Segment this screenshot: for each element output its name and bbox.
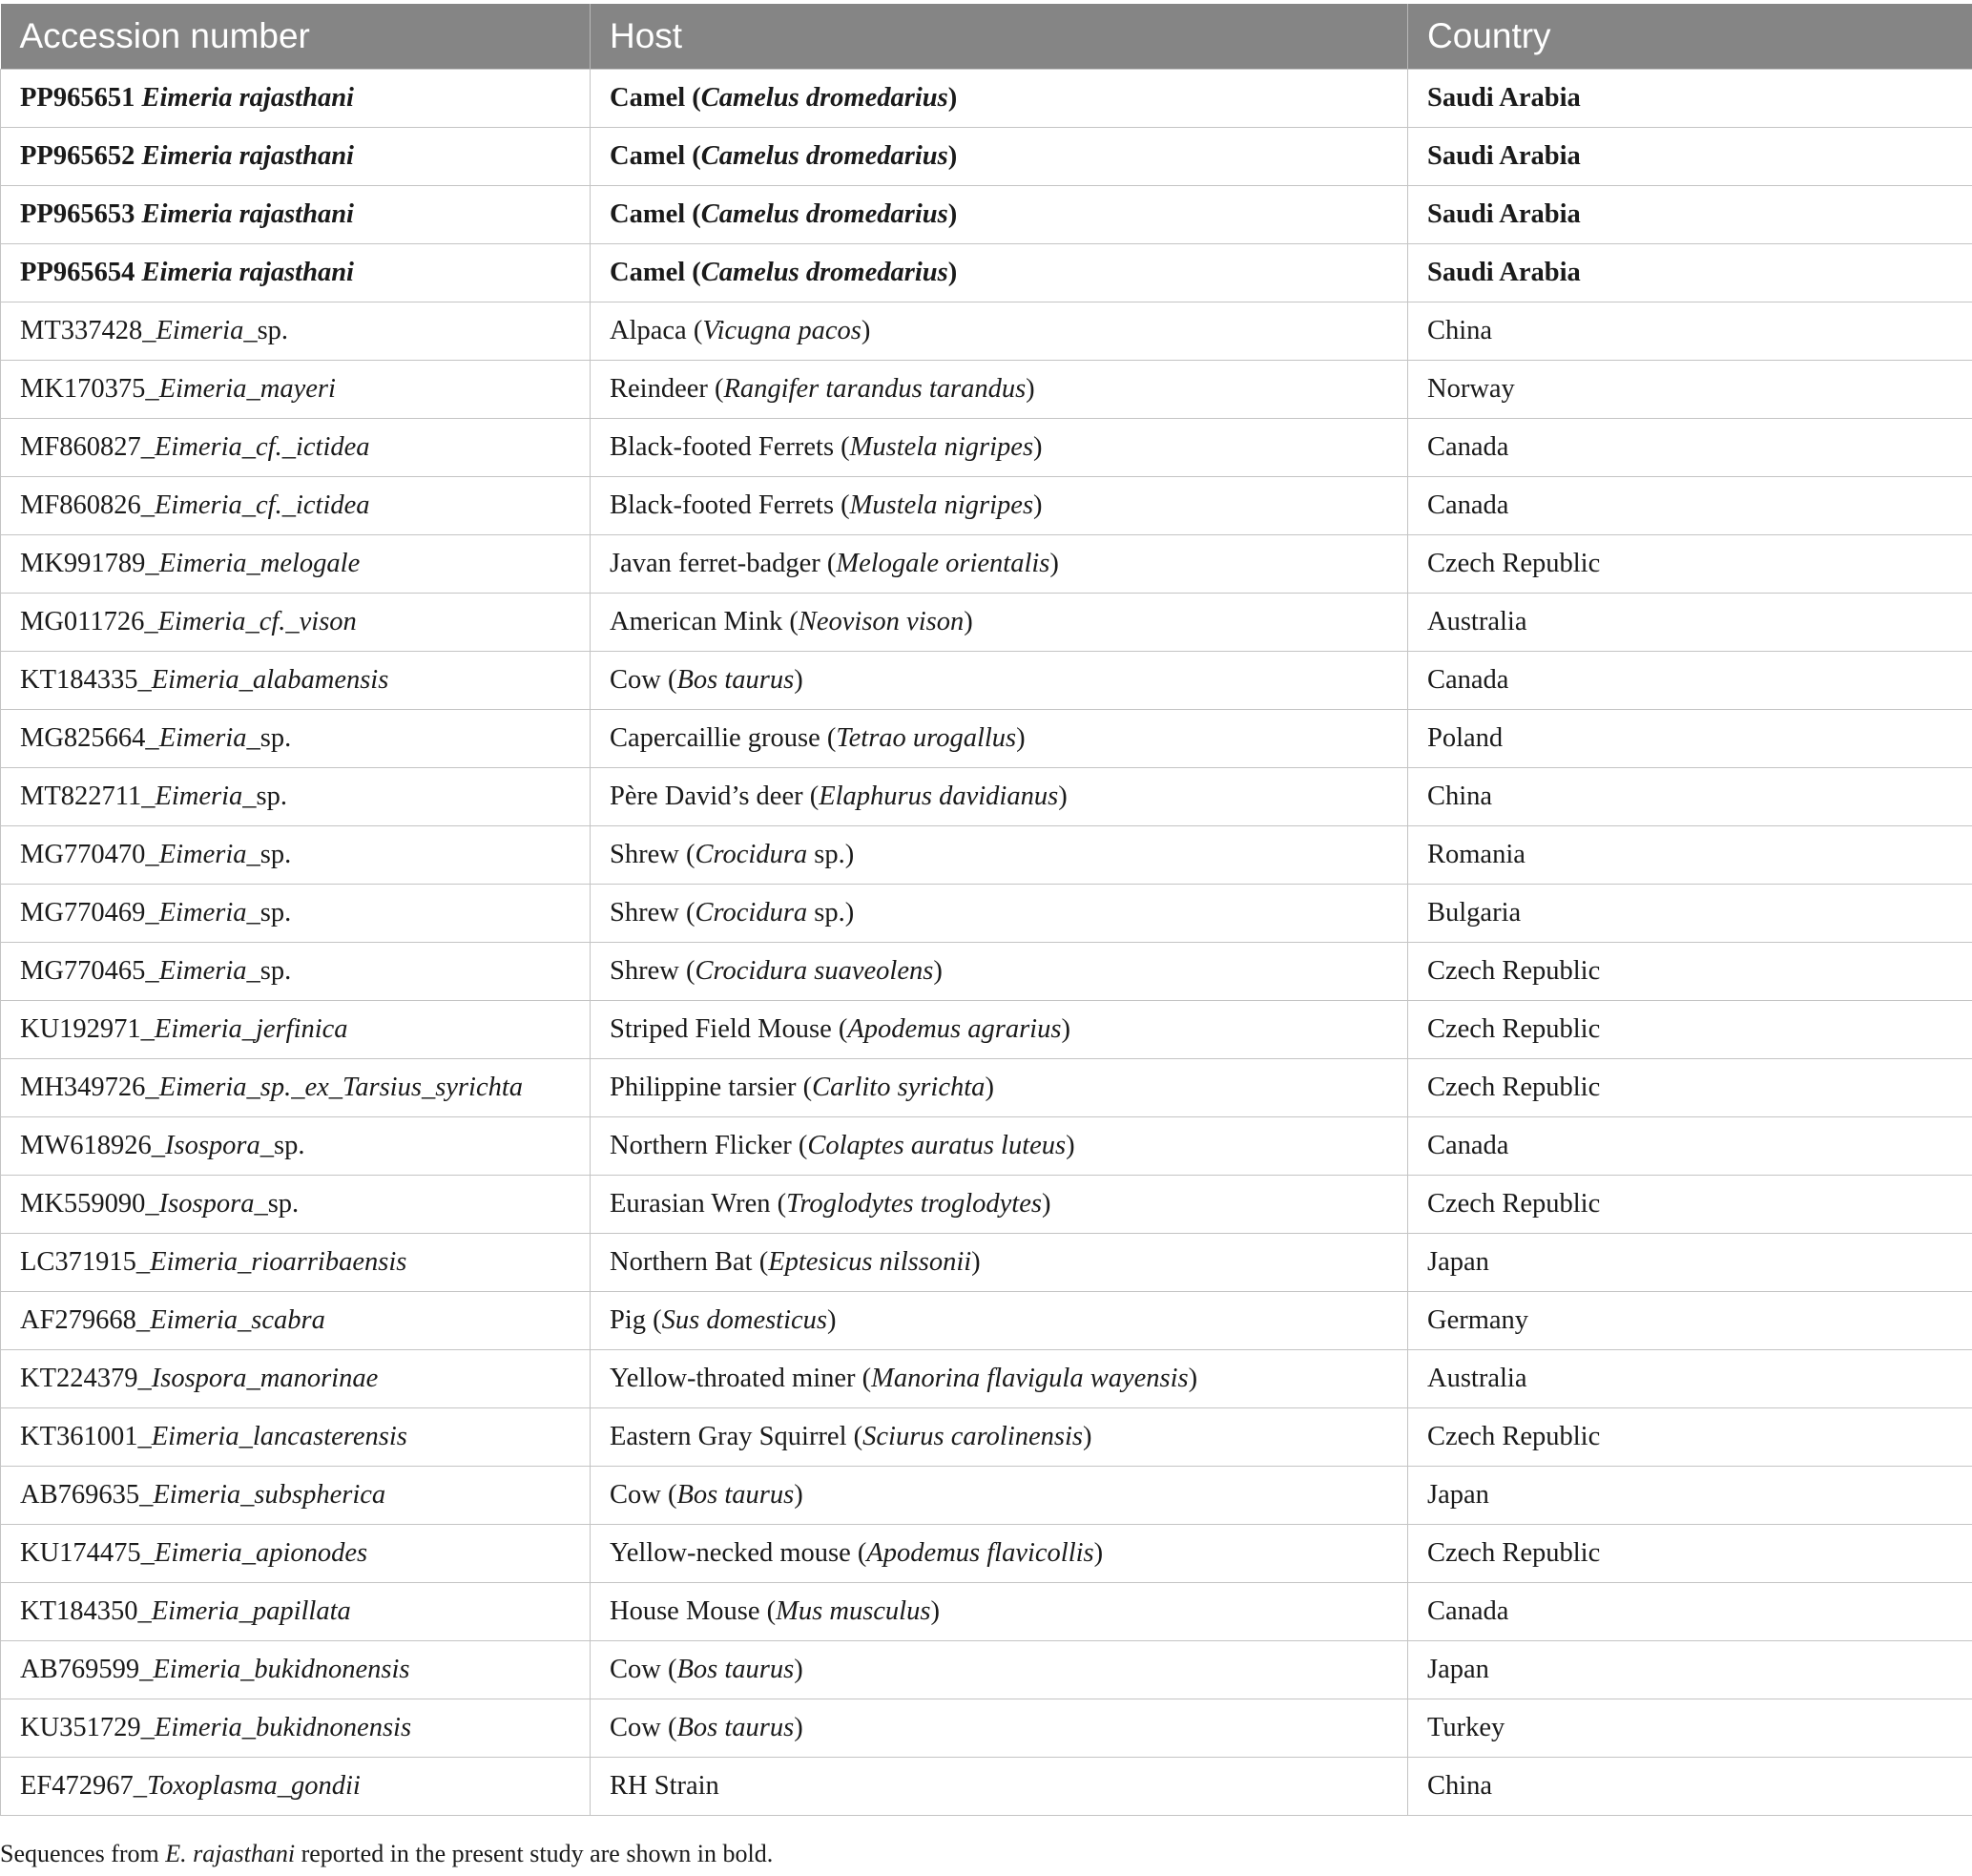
table-row [1, 1059, 1972, 1117]
table-row [1, 1176, 1972, 1234]
cell-accession-number: MG770469_Eimeria_sp. [1, 885, 591, 943]
cell-country: Romania [1408, 826, 1972, 885]
column-header-accession-number: Accession number [1, 4, 591, 70]
cell-accession-number: MF860826_Eimeria_cf._ictidea [1, 477, 591, 535]
cell-country: Czech Republic [1408, 1176, 1972, 1234]
table-row [1, 1234, 1972, 1292]
cell-host: Yellow-necked mouse (Apodemus flavicollis) [591, 1525, 1408, 1583]
column-header-country: Country [1408, 4, 1972, 70]
cell-host: Capercaillie grouse (Tetrao urogallus) [591, 710, 1408, 768]
table-row [1, 302, 1972, 361]
table-row [1, 1350, 1972, 1408]
cell-country: Canada [1408, 419, 1972, 477]
cell-country: Japan [1408, 1234, 1972, 1292]
cell-country: Canada [1408, 477, 1972, 535]
table-row [1, 943, 1972, 1001]
cell-host: Yellow-throated miner (Manorina flavigula wayensis) [591, 1350, 1408, 1408]
table-body [1, 70, 1972, 1816]
cell-host: Pig (Sus domesticus) [591, 1292, 1408, 1350]
cell-country: Canada [1408, 1117, 1972, 1176]
cell-accession-number: AB769635_Eimeria_subspherica [1, 1467, 591, 1525]
cell-host: Shrew (Crocidura sp.) [591, 826, 1408, 885]
table-row [1, 361, 1972, 419]
cell-accession-number: MF860827_Eimeria_cf._ictidea [1, 419, 591, 477]
table-row [1, 70, 1972, 128]
cell-country: Saudi Arabia [1408, 244, 1972, 302]
cell-host: Alpaca (Vicugna pacos) [591, 302, 1408, 361]
cell-accession-number: MK170375_Eimeria_mayeri [1, 361, 591, 419]
cell-host: Cow (Bos taurus) [591, 1641, 1408, 1699]
cell-country: Czech Republic [1408, 535, 1972, 594]
cell-country: China [1408, 302, 1972, 361]
cell-host: Cow (Bos taurus) [591, 652, 1408, 710]
cell-accession-number: MK991789_Eimeria_melogale [1, 535, 591, 594]
cell-accession-number: MT337428_Eimeria_sp. [1, 302, 591, 361]
cell-host: House Mouse (Mus musculus) [591, 1583, 1408, 1641]
cell-host: American Mink (Neovison vison) [591, 594, 1408, 652]
table-row [1, 186, 1972, 244]
cell-accession-number: PP965652 Eimeria rajasthani [1, 128, 591, 186]
table-row [1, 477, 1972, 535]
table-footnote: Sequences from E. rajasthani reported in the present study are shown in bold. [0, 1840, 774, 1867]
cell-accession-number: KU192971_Eimeria_jerfinica [1, 1001, 591, 1059]
cell-host: Javan ferret-badger (Melogale orientalis) [591, 535, 1408, 594]
cell-country: Canada [1408, 1583, 1972, 1641]
cell-accession-number: PP965653 Eimeria rajasthani [1, 186, 591, 244]
table-row [1, 768, 1972, 826]
cell-host: Northern Bat (Eptesicus nilssonii) [591, 1234, 1408, 1292]
table-row [1, 1699, 1972, 1758]
table-row [1, 1525, 1972, 1583]
cell-country: Czech Republic [1408, 1001, 1972, 1059]
cell-host: Eurasian Wren (Troglodytes troglodytes) [591, 1176, 1408, 1234]
table-row [1, 1292, 1972, 1350]
cell-host: Camel (Camelus dromedarius) [591, 186, 1408, 244]
cell-country: Bulgaria [1408, 885, 1972, 943]
cell-accession-number: PP965654 Eimeria rajasthani [1, 244, 591, 302]
table-row [1, 652, 1972, 710]
cell-accession-number: KU174475_Eimeria_apionodes [1, 1525, 591, 1583]
cell-country: Japan [1408, 1641, 1972, 1699]
table-row [1, 1117, 1972, 1176]
table-row [1, 826, 1972, 885]
cell-accession-number: MT822711_Eimeria_sp. [1, 768, 591, 826]
column-header-host: Host [591, 4, 1408, 70]
table-row [1, 1641, 1972, 1699]
cell-country: Saudi Arabia [1408, 70, 1972, 128]
cell-country: Czech Republic [1408, 1408, 1972, 1467]
table-header [1, 4, 1972, 70]
table-row [1, 885, 1972, 943]
cell-country: Australia [1408, 594, 1972, 652]
cell-host: Camel (Camelus dromedarius) [591, 244, 1408, 302]
table-row [1, 244, 1972, 302]
cell-country: Saudi Arabia [1408, 128, 1972, 186]
cell-host: Black-footed Ferrets (Mustela nigripes) [591, 477, 1408, 535]
cell-host: Cow (Bos taurus) [591, 1699, 1408, 1758]
table-row [1, 710, 1972, 768]
cell-host: Philippine tarsier (Carlito syrichta) [591, 1059, 1408, 1117]
cell-accession-number: LC371915_Eimeria_rioarribaensis [1, 1234, 591, 1292]
cell-accession-number: AB769599_Eimeria_bukidnonensis [1, 1641, 591, 1699]
cell-country: Norway [1408, 361, 1972, 419]
cell-host: Striped Field Mouse (Apodemus agrarius) [591, 1001, 1408, 1059]
table-row [1, 594, 1972, 652]
cell-accession-number: MG770465_Eimeria_sp. [1, 943, 591, 1001]
table-row [1, 1758, 1972, 1816]
cell-accession-number: KT224379_Isospora_manorinae [1, 1350, 591, 1408]
cell-accession-number: KU351729_Eimeria_bukidnonensis [1, 1699, 591, 1758]
cell-accession-number: MK559090_Isospora_sp. [1, 1176, 591, 1234]
cell-host: Camel (Camelus dromedarius) [591, 128, 1408, 186]
cell-accession-number: PP965651 Eimeria rajasthani [1, 70, 591, 128]
cell-host: Northern Flicker (Colaptes auratus luteus) [591, 1117, 1408, 1176]
cell-country: Czech Republic [1408, 943, 1972, 1001]
cell-host: Cow (Bos taurus) [591, 1467, 1408, 1525]
cell-host: Shrew (Crocidura suaveolens) [591, 943, 1408, 1001]
cell-country: Saudi Arabia [1408, 186, 1972, 244]
cell-country: Australia [1408, 1350, 1972, 1408]
cell-country: Canada [1408, 652, 1972, 710]
accession-table [0, 4, 1972, 1816]
cell-accession-number: MG011726_Eimeria_cf._vison [1, 594, 591, 652]
cell-accession-number: EF472967_Toxoplasma_gondii [1, 1758, 591, 1816]
cell-country: China [1408, 1758, 1972, 1816]
table-container [0, 4, 1972, 1816]
cell-country: China [1408, 768, 1972, 826]
cell-country: Czech Republic [1408, 1525, 1972, 1583]
cell-accession-number: MW618926_Isospora_sp. [1, 1117, 591, 1176]
cell-country: Poland [1408, 710, 1972, 768]
cell-host: Reindeer (Rangifer tarandus tarandus) [591, 361, 1408, 419]
cell-accession-number: KT184350_Eimeria_papillata [1, 1583, 591, 1641]
cell-country: Czech Republic [1408, 1059, 1972, 1117]
cell-country: Japan [1408, 1467, 1972, 1525]
cell-accession-number: MG825664_Eimeria_sp. [1, 710, 591, 768]
cell-accession-number: MG770470_Eimeria_sp. [1, 826, 591, 885]
cell-country: Turkey [1408, 1699, 1972, 1758]
cell-host: RH Strain [591, 1758, 1408, 1816]
cell-accession-number: KT361001_Eimeria_lancasterensis [1, 1408, 591, 1467]
table-row [1, 1408, 1972, 1467]
cell-accession-number: MH349726_Eimeria_sp._ex_Tarsius_syrichta [1, 1059, 591, 1117]
table-row [1, 1583, 1972, 1641]
table-row [1, 128, 1972, 186]
table-row [1, 1001, 1972, 1059]
cell-accession-number: KT184335_Eimeria_alabamensis [1, 652, 591, 710]
cell-host: Eastern Gray Squirrel (Sciurus carolinensis) [591, 1408, 1408, 1467]
cell-accession-number: AF279668_Eimeria_scabra [1, 1292, 591, 1350]
table-row [1, 1467, 1972, 1525]
cell-host: Shrew (Crocidura sp.) [591, 885, 1408, 943]
cell-country: Germany [1408, 1292, 1972, 1350]
cell-host: Père David’s deer (Elaphurus davidianus) [591, 768, 1408, 826]
cell-host: Camel (Camelus dromedarius) [591, 70, 1408, 128]
table-row [1, 419, 1972, 477]
cell-host: Black-footed Ferrets (Mustela nigripes) [591, 419, 1408, 477]
table-row [1, 535, 1972, 594]
header-row [1, 4, 1972, 70]
